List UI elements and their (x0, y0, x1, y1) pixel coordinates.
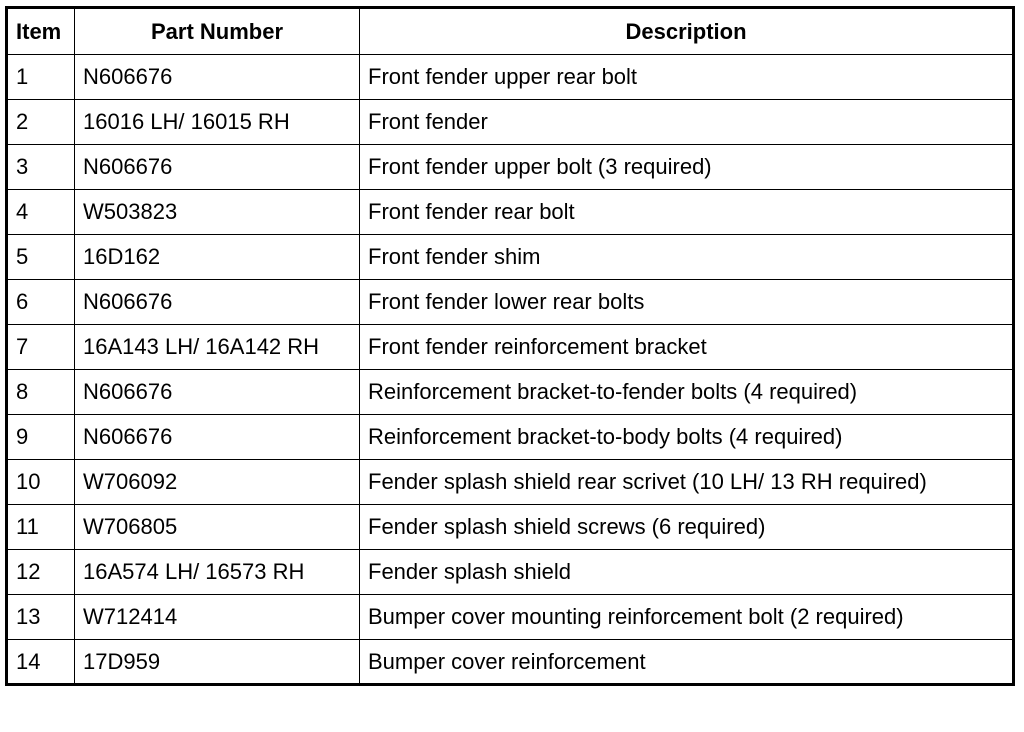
table-row (7, 325, 1014, 370)
cell-item: 13 (7, 595, 75, 640)
cell-part-number: N606676 (75, 280, 360, 325)
table-row (7, 145, 1014, 190)
cell-item: 9 (7, 415, 75, 460)
cell-item: 10 (7, 460, 75, 505)
cell-part-number: N606676 (75, 145, 360, 190)
cell-item: 2 (7, 100, 75, 145)
cell-part-number: W706805 (75, 505, 360, 550)
cell-description: Fender splash shield rear scrivet (10 LH/ 13 RH required) (360, 460, 1014, 505)
table-row (7, 100, 1014, 145)
table-row (7, 415, 1014, 460)
cell-part-number: N606676 (75, 55, 360, 100)
table-row (7, 280, 1014, 325)
cell-description: Front fender rear bolt (360, 190, 1014, 235)
cell-part-number: W706092 (75, 460, 360, 505)
table-row (7, 595, 1014, 640)
cell-part-number: W712414 (75, 595, 360, 640)
cell-part-number: 16A574 LH/ 16573 RH (75, 550, 360, 595)
parts-table (5, 6, 1015, 686)
header-description: Description (360, 8, 1014, 55)
cell-description: Reinforcement bracket-to-fender bolts (4 required) (360, 370, 1014, 415)
table-row (7, 460, 1014, 505)
cell-item: 5 (7, 235, 75, 280)
table-row (7, 55, 1014, 100)
cell-item: 3 (7, 145, 75, 190)
cell-description: Front fender reinforcement bracket (360, 325, 1014, 370)
cell-description: Fender splash shield (360, 550, 1014, 595)
cell-part-number: N606676 (75, 415, 360, 460)
cell-part-number: 16D162 (75, 235, 360, 280)
cell-part-number: N606676 (75, 370, 360, 415)
cell-part-number: 16016 LH/ 16015 RH (75, 100, 360, 145)
cell-item: 11 (7, 505, 75, 550)
cell-item: 12 (7, 550, 75, 595)
cell-description: Fender splash shield screws (6 required) (360, 505, 1014, 550)
cell-part-number: W503823 (75, 190, 360, 235)
table-row (7, 640, 1014, 685)
cell-item: 6 (7, 280, 75, 325)
header-part-number: Part Number (75, 8, 360, 55)
table-row (7, 370, 1014, 415)
cell-description: Front fender lower rear bolts (360, 280, 1014, 325)
cell-item: 4 (7, 190, 75, 235)
cell-description: Bumper cover mounting reinforcement bolt (2 required) (360, 595, 1014, 640)
header-row (7, 8, 1014, 55)
table-row (7, 550, 1014, 595)
table-header (7, 8, 1014, 55)
cell-description: Front fender upper bolt (3 required) (360, 145, 1014, 190)
table-row (7, 235, 1014, 280)
cell-description: Bumper cover reinforcement (360, 640, 1014, 685)
cell-item: 1 (7, 55, 75, 100)
table-row (7, 505, 1014, 550)
cell-description: Front fender (360, 100, 1014, 145)
cell-description: Reinforcement bracket-to-body bolts (4 required) (360, 415, 1014, 460)
cell-description: Front fender upper rear bolt (360, 55, 1014, 100)
header-item: Item (7, 8, 75, 55)
cell-part-number: 17D959 (75, 640, 360, 685)
cell-item: 14 (7, 640, 75, 685)
table-body (7, 55, 1014, 685)
cell-item: 7 (7, 325, 75, 370)
table-row (7, 190, 1014, 235)
cell-item: 8 (7, 370, 75, 415)
cell-part-number: 16A143 LH/ 16A142 RH (75, 325, 360, 370)
cell-description: Front fender shim (360, 235, 1014, 280)
